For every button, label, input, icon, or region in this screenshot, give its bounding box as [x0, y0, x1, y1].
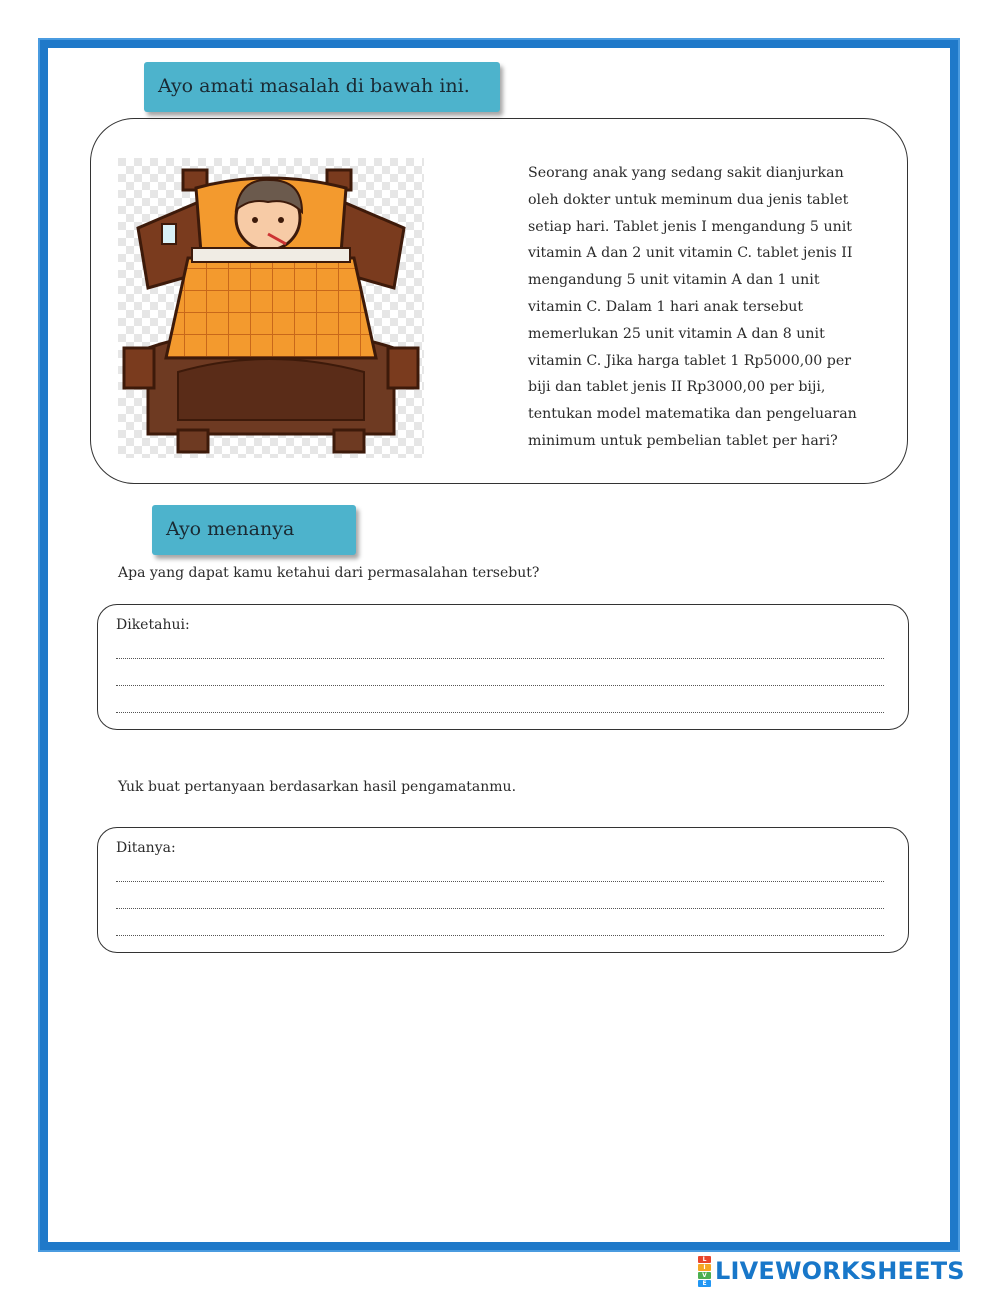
liveworksheets-brand[interactable]	[698, 1257, 965, 1285]
logo-letter: L	[698, 1256, 711, 1263]
story-line: mengandung 5 unit vitamin A dan 1 unit	[528, 272, 820, 289]
story-line: tentukan model matematika dan pengeluaran	[528, 406, 857, 423]
story-line: vitamin C. Dalam 1 hari anak tersebut	[528, 298, 804, 315]
answer-line[interactable]	[116, 685, 884, 686]
answer-line[interactable]	[116, 881, 884, 882]
story-line: setiap hari. Tablet jenis I mengandung 5 unit	[528, 218, 852, 235]
known-answer-box[interactable]	[97, 604, 909, 730]
sick-child-in-bed-icon	[118, 158, 424, 458]
section-label-ask: Ayo menanya	[152, 505, 356, 555]
asked-label: Ditanya:	[116, 840, 176, 856]
answer-line[interactable]	[116, 712, 884, 713]
logo-letter: E	[698, 1280, 711, 1287]
brand-name: LIVEWORKSHEETS	[715, 1257, 965, 1285]
story-text	[528, 160, 880, 455]
logo-letter: V	[698, 1272, 711, 1279]
story-line: biji dan tablet jenis II Rp3000,00 per biji,	[528, 379, 826, 396]
answer-line[interactable]	[116, 908, 884, 909]
asked-prompt: Yuk buat pertanyaan berdasarkan hasil pengamatanmu.	[118, 779, 517, 795]
answer-line[interactable]	[116, 658, 884, 659]
story-line: vitamin C. Jika harga tablet 1 Rp5000,00 per	[528, 352, 852, 369]
story-line: minimum untuk pembelian tablet per hari?	[528, 432, 838, 449]
story-line: Seorang anak yang sedang sakit dianjurkan	[528, 165, 844, 181]
asked-answer-box[interactable]	[97, 827, 909, 953]
liveworksheets-logo-icon	[698, 1256, 711, 1287]
answer-line[interactable]	[116, 935, 884, 936]
story-line: memerlukan 25 unit vitamin A dan 8 unit	[528, 325, 825, 342]
logo-letter: I	[698, 1264, 711, 1271]
story-line: oleh dokter untuk meminum dua jenis tablet	[528, 191, 849, 208]
story-line: vitamin A dan 2 unit vitamin C. tablet jenis II	[528, 245, 853, 262]
section-label-observe: Ayo amati masalah di bawah ini.	[144, 62, 500, 112]
known-prompt: Apa yang dapat kamu ketahui dari permasalahan tersebut?	[118, 565, 540, 581]
known-label: Diketahui:	[116, 617, 190, 633]
